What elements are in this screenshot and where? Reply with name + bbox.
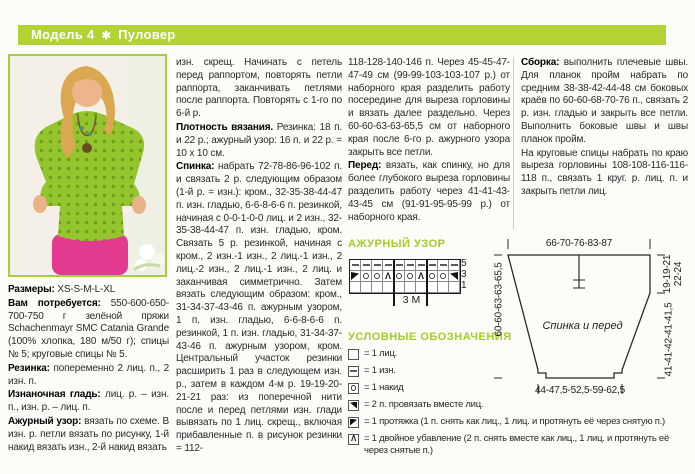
yo-symbol-icon	[348, 383, 359, 394]
k2tog-symbol-icon	[348, 400, 359, 411]
ribbing-paragraph	[8, 363, 169, 389]
model-number: Модель 4	[31, 27, 95, 42]
chart-cell-p	[361, 260, 372, 271]
chart-cell-k2tog	[449, 271, 460, 282]
k-symbol-icon	[348, 349, 359, 360]
star-icon: ✱	[101, 30, 112, 42]
cdd-symbol-icon	[348, 434, 359, 445]
dim-left-height: 60-60-63-63-65,5	[493, 262, 505, 337]
legend-item-text: = 1 протяжка (1 п. снять как лиц., 1 лиц. и протянуть её через снятую п.)	[364, 416, 665, 427]
sizes-label: Размеры:	[8, 284, 55, 295]
chart-cell-k	[361, 282, 372, 293]
dim-bottom-width: 44-47,5-52,5-59-62,5	[535, 385, 625, 396]
gauge-paragraph	[176, 122, 342, 160]
lace-chart-heading: АЖУРНЫЙ УЗОР	[348, 238, 446, 250]
dim-right-top-line2: 22-24	[673, 261, 684, 287]
neckband-text: На круговые спицы набрать по краю выреза горловины 108-108-116-116-118 п., связать 1 круг. р. лиц. п. и закрыть петли лиц.	[521, 147, 688, 197]
chart-row-numbers	[461, 258, 467, 291]
chart-cell-k	[427, 282, 438, 293]
back-continuation-text: 118-128-140-146 п. Через 45-45-47-47-49 см (99-99-103-103-107 р.) от наборного края разделить работу посередине для выреза горловины и вязать далее раздельно. Через 60-60-63-63-65,5 см от наборного края после 6-го р. ажурного узора закрыть все петли.	[348, 57, 510, 158]
chart-row-number: 3	[461, 269, 467, 280]
ribbing-value: попеременно 2 лиц. п., 2 изн. п.	[8, 362, 169, 387]
legend-item-text: = 1 лиц.	[364, 348, 398, 359]
lace-continuation-text: изн. скрещ. Начинать с петель перед раппортом, повторять петли раппорта, заканчивать петлями после раппорта. Повторять с 1-го по 6-й р.	[176, 57, 342, 120]
lace-pattern-label: Ажурный узор:	[8, 415, 82, 427]
legend-item-text: = 1 изн.	[364, 365, 396, 376]
reverse-st-paragraph	[8, 389, 169, 415]
neckband-paragraph	[521, 148, 688, 199]
legend-item-text: = 1 двойное убавление (2 п. снять вместе как лиц., 1 лиц. и протянуть её через снятые п.)	[364, 433, 669, 456]
chart-cell-k	[372, 282, 383, 293]
assembly-text: выполнить плечевые швы. Для планок пройм набрать по средним 38-38-42-44-48 см боковых краёв по 60-60-68-70-76 п., связать 2 р. изн. гладью и закрыть все петли. Выполнить боковые швы и швы планок пройм.	[521, 57, 688, 145]
back-continuation-paragraph	[348, 57, 510, 159]
model-photo	[8, 54, 167, 277]
chart-cell-yo	[427, 271, 438, 282]
back-label: Спинка:	[176, 161, 215, 173]
page-title: Пуловер	[118, 27, 176, 42]
materials-column	[8, 284, 169, 455]
dim-right-bottom: 41-41-42-41-41,5	[663, 302, 675, 377]
chart-row-number: 5	[461, 258, 467, 269]
gauge-label: Плотность вязания.	[176, 121, 274, 133]
reverse-st-value: лиц. р. – изн. п., изн. р. – лиц. п.	[8, 389, 169, 414]
ssk-symbol-icon	[348, 417, 359, 428]
chart-cell-yo	[372, 271, 383, 282]
legend-item-text: = 2 п. провязать вместе лиц.	[364, 399, 484, 410]
lace-continuation-paragraph	[176, 57, 342, 121]
front-paragraph	[348, 160, 510, 224]
chart-cell-ssk	[350, 271, 361, 282]
repeat-label: 3 M	[402, 294, 421, 306]
assembly-label: Сборка:	[521, 57, 560, 68]
back-paragraph	[176, 161, 342, 455]
schematic-diagram	[488, 232, 695, 404]
ribbing-label: Резинка:	[8, 362, 50, 374]
instructions-column-2	[176, 57, 342, 457]
column-divider	[513, 57, 514, 229]
legend-item	[348, 433, 694, 456]
chart-cell-k	[350, 282, 361, 293]
schematic-label: Спинка и перед	[542, 320, 623, 332]
chart-cell-yo	[405, 271, 416, 282]
chart-cell-p	[372, 260, 383, 271]
chart-cell-k	[394, 282, 405, 293]
assembly-column	[521, 57, 688, 200]
chart-cell-yo	[361, 271, 372, 282]
dim-right-top-line1: 19-19-21	[662, 254, 673, 294]
legend-heading: УСЛОВНЫЕ ОБОЗНАЧЕНИЯ	[348, 331, 512, 343]
lace-pattern-paragraph	[8, 416, 169, 454]
chart-cell-p	[427, 260, 438, 271]
legend-item	[348, 416, 694, 428]
sizes-value: XS-S-M-L-XL	[54, 284, 116, 295]
yarn-label: Вам потребуется:	[8, 297, 101, 309]
chart-cell-p	[405, 260, 416, 271]
model-photo-illustration	[10, 56, 165, 275]
chart-cell-p	[438, 260, 449, 271]
chart-cell-yo	[438, 271, 449, 282]
back-text: набрать 72-78-86-96-102 п. и связать 2 р. следующим образом (1-й р. = изн.): кром., 32-35-38-44-47 п. изн. гладью, 6-6-8-6-6 п. резинкой, начиная с 0-0-1-0-0 лиц. и 2 изн., 32-35-38-44-47 п. изн. гладью, кром. Связать 5 р. резинкой, начиная с кром., 2 изн.-1 изн., 2 лиц.-1 изн., 2 лиц.-2 изн., 2 лиц.-1 изн., 2 лиц. и заканчивая симметрично. Затем вязать следующим образом: кром., 31-34-37-43-46 п. ажурным узором, 1 п. изн. гладью, 6-6-8-6-6 п. резинкой, 1 п. изн. гладью, 31-34-37-43-46 п. ажурным узором, кром. Центральный участок резинки расширить 1 раз в следующем изн. р., затем в каждом 4-м р. 19-19-20-21-21 раз: из поперечной нити после и перед петлями изн. глади вывязать по 1 лиц. скрещ., включая прибавленные п. в рисунок резинки = 112-	[176, 161, 342, 454]
chart-cell-k	[405, 282, 416, 293]
reverse-st-label: Изнаночная гладь:	[8, 389, 101, 401]
chart-cell-yo	[394, 271, 405, 282]
dim-top-width: 66-70-76-83-87	[545, 238, 613, 249]
title-bar	[18, 25, 666, 45]
sizes-paragraph	[8, 284, 169, 297]
lace-chart	[349, 259, 479, 314]
chart-cell-p	[394, 260, 405, 271]
chart-cell-k	[449, 282, 460, 293]
lace-pattern-value: вязать по схеме. В изн. р. петли вязать по рисунку, 1-й накид вязать изн., 2-й накид вязать	[8, 415, 170, 453]
p-symbol-icon	[348, 366, 359, 377]
gauge-text: Резинка: 18 п. и 22 р.; ажурный узор: 16 п. и 22 р. = 10 х 10 см.	[176, 121, 343, 159]
chart-cell-p	[350, 260, 361, 271]
front-text: вязать, как спинку, но для более глубокого выреза горловины разделить работу через 41-41-43-43-45 см (91-91-95-95-99 р.) от наборного края.	[348, 160, 510, 223]
instructions-column-3	[348, 57, 510, 225]
yarn-paragraph	[8, 298, 169, 362]
chart-cell-k	[438, 282, 449, 293]
lace-chart-grid	[349, 259, 461, 294]
assembly-paragraph	[521, 57, 688, 147]
legend-item-text: = 1 накид	[364, 382, 404, 393]
chart-cell-p	[449, 260, 460, 271]
yarn-value: 550-600-650-700-750 г зелёной пряжи Schachenmayr SMC Catania Grande (100% хлопка, 180 м/50 г); спицы № 5; круговые спицы № 5.	[8, 297, 170, 360]
front-label: Перед:	[348, 160, 382, 172]
chart-row-number: 1	[461, 280, 467, 291]
